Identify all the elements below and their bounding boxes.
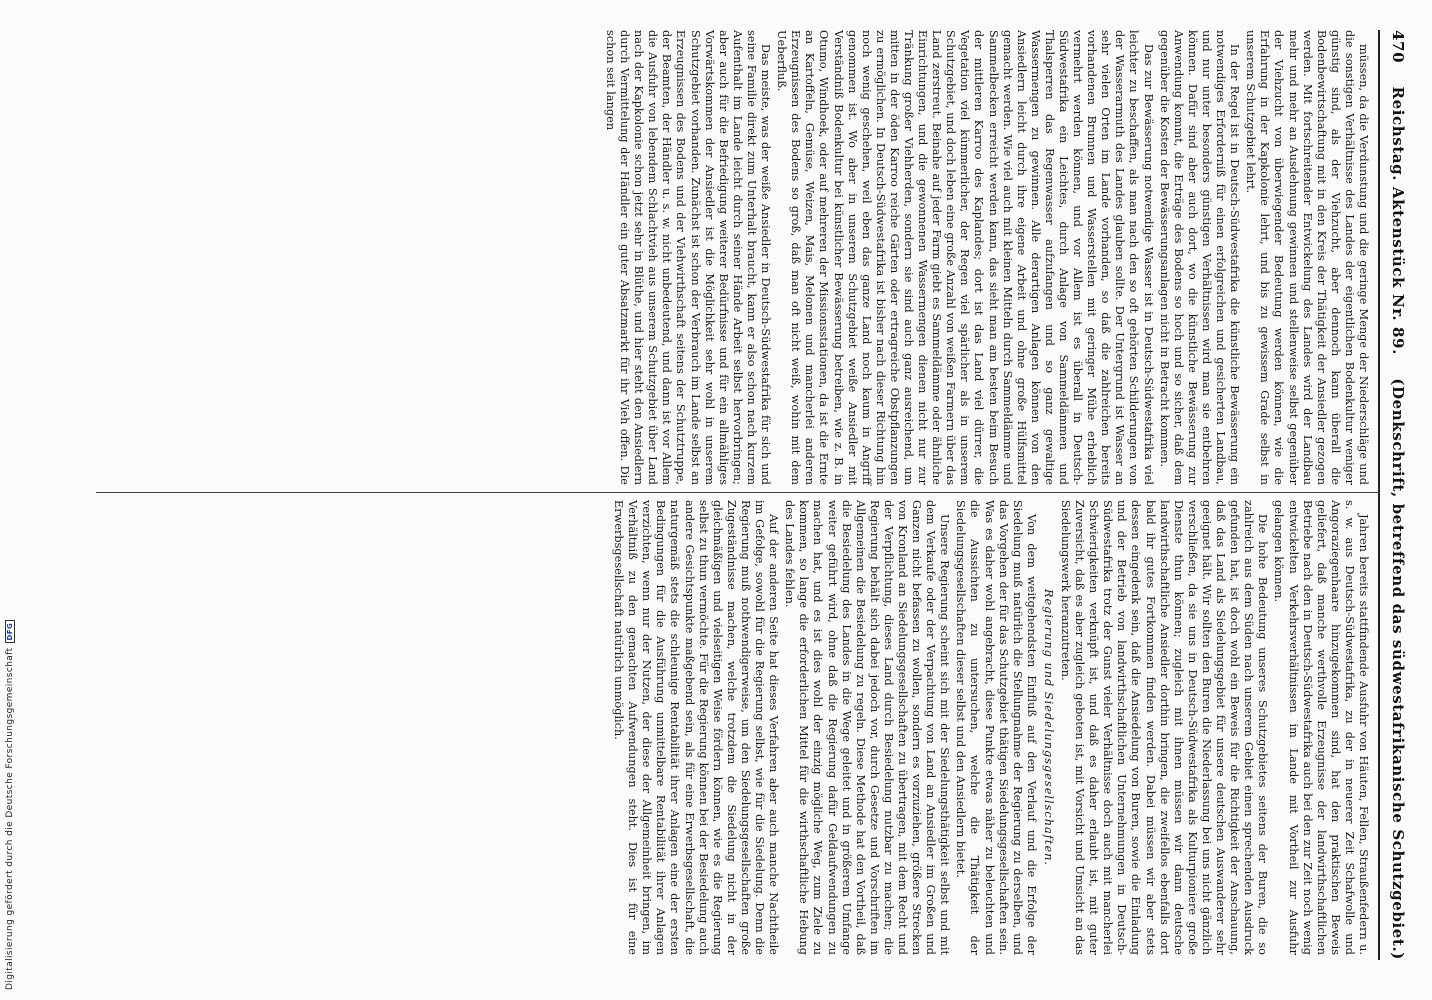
digitization-credit — [6, 0, 20, 1000]
paragraph: Das zur Bewässerung notwendige Wasser ist in Deutsch-Südwestafrika viel leichter zu beschaffen, als man nach den so oft gehörten Schilderungen von der Wasserarmuth des Landes glauben sollte. Der Untergrund ist Wasser an sehr vielen Orten im Lande vorhanden, so daß die zahlreichen bereits vorhandenen Brunnen und Wasserstellen mit geringer Mühe erheblich vermehrt werden können, und vor Allem ist es überall in Deutsch-Südwestafrika ein Leichtes, durch Anlage von Sammeldämmen und Thalsperren das Regenwasser aufzufangen und so ganz gewaltige Wassermengen zu gewinnen. Alle derartigen Anlagen können von den Ansiedlern leicht durch ihre eigene Arbeit und ohne große Hülfsmittel gemacht werden. Wie viel auch mit kleinen Mitteln durch Sammeldämme und Sammelbecken erreicht werden kann, das sieht man am besten beim Besuch der mittleren Karroo des Kaplandes; dort ist das Land viel dürrer, die Vegetation viel kümmerlicher, der Regen viel spärlicher als in unserem Schutzgebiet, und doch leben eine große Anzahl von weißen Farmern über das Land zerstreut. Beinahe auf jeder Farm giebt es Sammeldämme oder ähnliche Einrichtungen, und die gewonnenen Wassermengen dienen nicht nur zur Tränkung großer Viehherden, sondern sie sind auch ganz ausreichend, um mitten in der öden Karroo reiche Gärten oder ertragreiche Obstpflanzungen zu ermöglichen. In Deutsch-Südwestafrika ist bisher nach dieser Richtung hin noch wenig geschehen, weil eben das ganze Land noch kaum in Angriff genommen ist. Wo aber in unserem Schutzgebiet weiße Ansiedler mit Verständniß Bodenkultur bei künstlicher Bewässerung betreiben, wie z. B. in Otumo, Windhoek, oder auf mehreren der Missionsstationen, da ist die Ernte an Kartoffeln, Gemüse, Weizen, Mais, Melonen und mancherlei anderen Erzeugnissen des Bodens so groß, daß man oft nicht weiß, wohin mit dem Ueberfluß. — [775, 30, 1155, 485]
column-divider — [96, 492, 1380, 493]
paragraph: Das meiste, was der weiße Ansiedler in Deutsch-Südwestafrika für sich und seine Familie direkt zum Unterhalt braucht, kann er also schon nach kurzem Aufenthalt im Lande leicht durch seiner Hände Arbeit selbst hervorbringen; aber auch für die Befriedigung weiterer Bedürfnisse und für ein allmähliges Vorwärtskommen der Ansiedler ist die Möglichkeit sehr wohl in unserem Schutzgebiet vorhanden. Zunächst ist schon der Verbrauch im Lande selbst an Erzeugnissen des Bodens und der Viehwirthschaft seitens der Schutztruppe, der Beamten, der Händler u. s. w. nicht unbedeutend, und dann ist vor Allem die Ausfuhr von lebendem Schlachtvieh aus unserem Schutzgebiet über Land nach der Kapkolonie schon jetzt sehr in Blüthe, und hier steht den Ansiedlern durch Vermittelung der Händler ein guter Absatzmarkt für ihr Vieh offen. Die schon seit langen — [604, 30, 773, 485]
header-rule — [1378, 30, 1380, 960]
paragraph: Unsere Regierung scheint sich mit der Siedelungsthätigkeit selbst und mit dem Verkaufe oder der Verpachtung von Land an Ansiedler im Großen und Ganzen nicht befassen zu wollen, sondern es vorzuziehen, größere Strecken von Kronland an Siedelungsgesellschaften zu übertragen, mit dem Recht und der Verpflichtung, dieses Land durch Besiedelung nutzbar zu machen; die Regierung behält sich dabei jedoch vor, durch Gesetze und Vorschriften im Allgemeinen die Besiedelung zu regeln. Diese Methode hat den Vortheil, daß die Besiedelung des Landes in die Wege geleitet und in größerem Umfange weiter geführt wird, ohne daß die Regierung dafür Geldaufwendungen zu machen hat, und es ist dies wohl der einzig mögliche Weg, zum Ziele zu kommen, so lange die erforderlichen Mittel für die wirthschaftliche Hebung des Landes fehlen. — [783, 500, 952, 955]
paragraph: Jahren bereits stattfindende Ausfuhr von Häuten, Fellen, Straußenfedern u. s. w. aus Deutsch-Südwestafrika, zu der in neuerer Zeit Schafwolle und Angoraziegenhaare hinzugekommen sind, hat den praktischen Beweis geliefert, daß manche werthvolle Erzeugnisse der landwirthschaftlichen Betriebe nach den in Deutsch-Südwestafrika auch bei den zur Zeit noch wenig entwickelten Verkehrsverhältnissen im Lande mit Vortheil zur Ausfuhr gelangen können. — [1272, 500, 1370, 955]
page-number: 470 — [1389, 30, 1407, 64]
paragraph: In der Regel ist in Deutsch-Südwestafrika die künstliche Bewässerung ein notwendiges Erforderniß für einen erfolgreichen und gesicherten Landbau, und nur unter besonders günstigen Verhältnissen wird man sie entbehren können. Dafür sind aber auch dort, wo die künstliche Bewässerung zur Anwendung kommt, die Erträge des Bodens so hoch und so sicher, daß dem gegenüber die Kosten der Bewässerungsanlagen nicht in Betracht kommen. — [1157, 30, 1242, 485]
digitization-credit-text — [3, 10, 17, 990]
left-column — [105, 30, 1370, 485]
credit-text: Digitalisierung gefördert durch die Deutsche Forschungsgemeinschaft — [5, 647, 15, 990]
dfg-logo-icon: DFG — [5, 620, 15, 644]
paragraph: müssen, da die Verdunstung und die geringe Menge der Niederschläge und die sonstigen Verhältnisse des Landes der eigentlichen Bodenkultur weniger günstig sind, als der Viehzucht, aber dennoch kann überall die Bodenbewirtschaftung mit in den Kreis der Thätigkeit der Ansiedler gezogen werden. Mit fortschreitender Entwickelung des Landes wird der Landbau mehr und mehr an Ausdehnung gewinnen und stellenweise selbst gegenüber der Viehzucht von überwiegender Bedeutung werden können, wie die Erfahrung in der Kapkolonie lehrt, und bis zu gewissem Grade selbst in unserem Schutzgebiet lehrt. — [1244, 30, 1370, 485]
section-heading: Regierung und Siedelungsgesellschaften. — [1041, 588, 1055, 867]
page-header — [1384, 30, 1412, 960]
header-title: Reichstag. Aktenstück Nr. 89. — [1389, 86, 1407, 355]
paragraph: Die hohe Bedeutung unseres Schutzgebietes seitens der Buren, die so zahlreich aus dem Süden nach unserem Gebiet einen sprechenden Ausdruck gefunden hat, ist doch wohl ein Beweis für die Richtigkeit der Anschauung, daß das Land als Siedelungsgebiet für unsere deutschen Auswanderer sehr geeignet hält. Wir sollten den Buren die Niederlassung bei uns nicht gänzlich verschließen, da sie uns in Deutsch-Südwestafrika als Kulturpioniere große Dienste thun können; zugleich mit ihnen müssen wir dann deutsche landwirthschaftliche Ansiedler dorthin bringen, die zweifellos ebenfalls dort bald ihr gutes Fortkommen finden werden. Dabei müssen wir aber stets dessen eingedenk sein, daß die Ansiedelung von Buren, sowie die Einladung und der Betrieb von landwirthschaftlichen Unternehmungen in Deutsch-Südwestafrika trotz der Gunst vieler Verhältnisse doch auch mit mancherlei Schwierigkeiten verknüpft ist, und daß es daher erlaubt ist, mit guter Zuversicht, daß es aber zugleich geboten ist, mit Vorsicht und Umsicht an das Siedelungswerk heranzutreten. — [1059, 500, 1270, 955]
header-subtitle: (Denkschrift, betreffend das südwestafrikanische Schutzgebiet.) — [1389, 378, 1407, 960]
right-column — [105, 500, 1370, 955]
paragraph: Auf der anderen Seite hat dieses Verfahren aber auch manche Nachtheile im Gefolge, sowohl für die Regierung selbst, wie für die Siedelung. Denn die Regierung muß nothwendigerweise, um den Siedelungsgesellschaften große Zugeständnisse machen, welche trotzdem die Siedelung nicht in der gleichmäßigen und vielseitigen Weise fördern können, wie es die Regierung selbst zu thun vermöchte. Für die Regierung können bei der Besiedelung auch andere Gesichtspunkte maßgebend sein, als für eine Erwerbsgesellschaft, die naturgemäß stets die schleunige Rentabilität ihrer Anlagen eine der ersten Bedingungen für die Ausführung unmittelbare Rentabilität ihrer Anlagen verzichten, wenn nur der Nutzen, der diese der Allgemeinheit bringen, im Verhältniß zu den gemachten Aufwendungen steht. Dies ist für eine Erwerbsgesellschaft natürlich unmöglich. — [612, 500, 781, 955]
paragraph: Von dem weitgehendsten Einfluß auf den Verlauf und die Erfolge der Siedelung muß natürlich die Stellungnahme der Regierung zu derselben, und das Vorgehen der für das Schutzgebiet thätigen Siedelungsgesellschaften sein. Was es daher wohl angebracht, diese Punkte etwas näher zu beleuchten und die Aussichten zu untersuchen, welche die Thätigkeit der Siedelungsgesellschaften dieser selbst und den Ansiedlern bietet. — [954, 500, 1038, 955]
